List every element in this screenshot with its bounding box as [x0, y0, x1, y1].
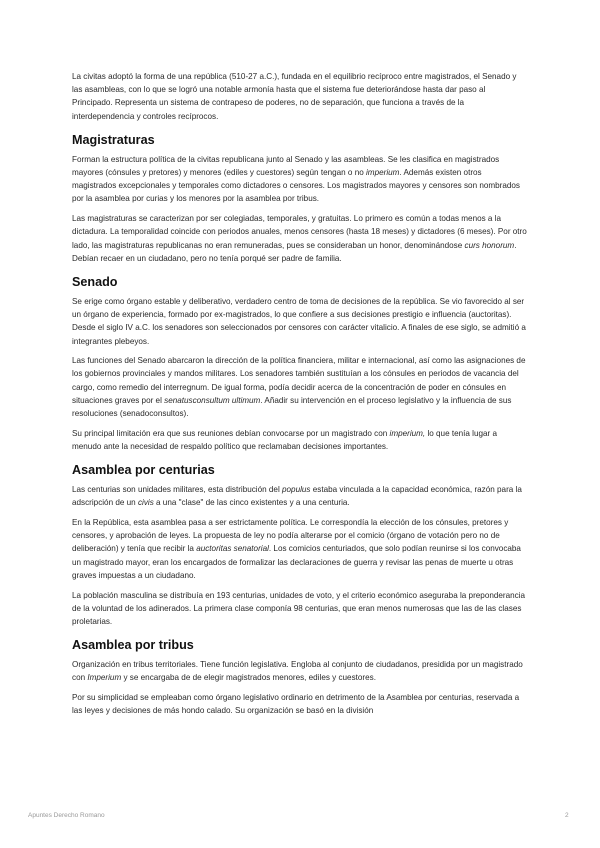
intro-paragraph: La civitas adoptó la forma de una república (510-27 a.C.), fundada en el equilibrio recíproco entre magistrados, el Senado y las asambleas, con lo que se logró una notable armonía hasta que el sistema fue deteriorándose hasta dar paso al Principado. Representa un sistema de contrapeso de poderes, no de separación, que funciona a través de la interdependencia y controles recíprocos.	[72, 72, 517, 121]
text: estaba vinculada a la capacidad económica, razón para la adscripción de un	[72, 485, 522, 508]
emphasis: imperium,	[389, 428, 426, 438]
text: y se encargaba de de elegir magistrados menores, ediles y cuestores.	[121, 673, 376, 683]
heading-asamblea-centurias: Asamblea por centurias	[72, 463, 215, 478]
text: En la República, esta asamblea pasa a ser estrictamente política. Le correspondía la elección de los cónsules, pretores y censores, y aprobación de leyes. La propuesta de ley no podía alterarse por el comicio (órgano de votación pero no de deliberación) y tenía que recibir la	[72, 518, 509, 554]
text: Forman la estructura política de la civitas republicana junto al Senado y las asambleas. Se les clasifica en magistrados mayores (cónsules y pretores) y menores (ediles y cuestores) según tengan o no	[72, 154, 500, 178]
emphasis: auctoritas senatorial	[196, 544, 269, 554]
emphasis: curs honorum	[464, 240, 515, 250]
document-body	[72, 70, 528, 724]
centurias-paragraph-3: La población masculina se distribuía en 193 centurias, unidades de voto, y el criterio económico aseguraba la preponderancia de la voluntad de los adinerados. La primera clase componía 98 centurias, que eran menos numerosas que las de las clases proletarias.	[72, 590, 526, 626]
heading-asamblea-tribus: Asamblea por tribus	[72, 638, 194, 653]
text: . Añadir su intervención en el proceso legislativo y la influencia de sus resoluciones (senadoconsultos).	[72, 395, 512, 419]
heading-senado: Senado	[72, 274, 118, 289]
text: . Debían recaer en un ciudadano, pero no tenía porqué ser padre de familia.	[72, 240, 517, 263]
footer-page-number: 2	[565, 812, 569, 819]
emphasis: imperium	[366, 168, 400, 178]
emphasis: senatusconsultum ultimum	[164, 395, 261, 405]
centurias-paragraph-2	[72, 516, 528, 582]
emphasis: civis	[137, 498, 154, 508]
senado-paragraph-3	[72, 427, 528, 453]
heading-magistraturas: Magistraturas	[72, 132, 155, 147]
text: lo que tenía lugar a menudo ante la necesidad de respaldo político que reclamaban decisiones importantes.	[72, 428, 498, 451]
emphasis: Imperium	[87, 673, 122, 683]
text: . Además existen otros magistrados excepcionales y temporales como dictadores o censores. Los magistrados mayores y censores son nombrados por la asamblea por curias y los menores por la asamblea por tribus.	[72, 168, 520, 204]
magistraturas-paragraph-1	[72, 153, 528, 206]
footer-document-title: Apuntes Derecho Romano	[28, 812, 105, 819]
magistraturas-paragraph-2	[72, 212, 528, 265]
text: Las centurias son unidades militares, esta distribución del	[72, 485, 283, 495]
text: . Los comicios centuriados, que solo podían reunirse si los convocaba un magistrado mayor, eran los encargados de formalizar las declaraciones de guerra y revisar las penas de muerte u otras graves impuestas a un ciudadano.	[72, 544, 521, 580]
centurias-paragraph-1	[72, 483, 528, 509]
text: a una "clase" de las cinco existentes y a una centuria.	[153, 498, 350, 508]
tribus-paragraph-2: Por su simplicidad se empleaban como órgano legislativo ordinario en detrimento de la Asamblea por centurias, reservada a las leyes y decisiones de más hondo calado. Su organización se basó en la división	[72, 693, 520, 716]
emphasis: populus	[282, 485, 311, 495]
text: Las funciones del Senado abarcaron la dirección de la política financiera, militar e internacional, así como las asignaciones de los gobiernos provinciales y mandos militares. Los senadores también sustituían a los cónsules en periodos de vacancia del cargo, como remedio del interregnum. De igual forma, podía decidir acerca de la concentración de poder en cónsules en situaciones graves por el	[72, 356, 526, 405]
text: Las magistraturas se caracterizan por ser colegiadas, temporales, y gratuitas. Lo primero es común a todas menos a la dictadura. La temporalidad coincide con periodos anuales, menos censores (hasta 18 meses) y dictadores (6 meses). Por otro lado, las magistraturas republicanas no eran remuneradas, pues se consideraban un honor, denominándose	[72, 214, 527, 250]
senado-paragraph-2	[72, 354, 528, 420]
text: Su principal limitación era que sus reuniones debían convocarse por un magistrado con	[72, 428, 390, 438]
tribus-paragraph-1	[72, 658, 528, 684]
text: Organización en tribus territoriales. Tiene función legislativa. Engloba al conjunto de ciudadanos, presidida por un magistrado con	[72, 660, 523, 683]
senado-paragraph-1: Se erige como órgano estable y deliberativo, verdadero centro de toma de decisiones de la república. Se vio favorecido al ser un órgano de experiencia, formado por ex-magistrados, lo que confiere a sus decisiones prestigio e influencia (auctoritas). Desde el siglo IV a.C. los senadores son seleccionados por censores con carácter vitalicio. A finales de ese siglo, se admitió a integrantes plebeyos.	[72, 296, 526, 346]
